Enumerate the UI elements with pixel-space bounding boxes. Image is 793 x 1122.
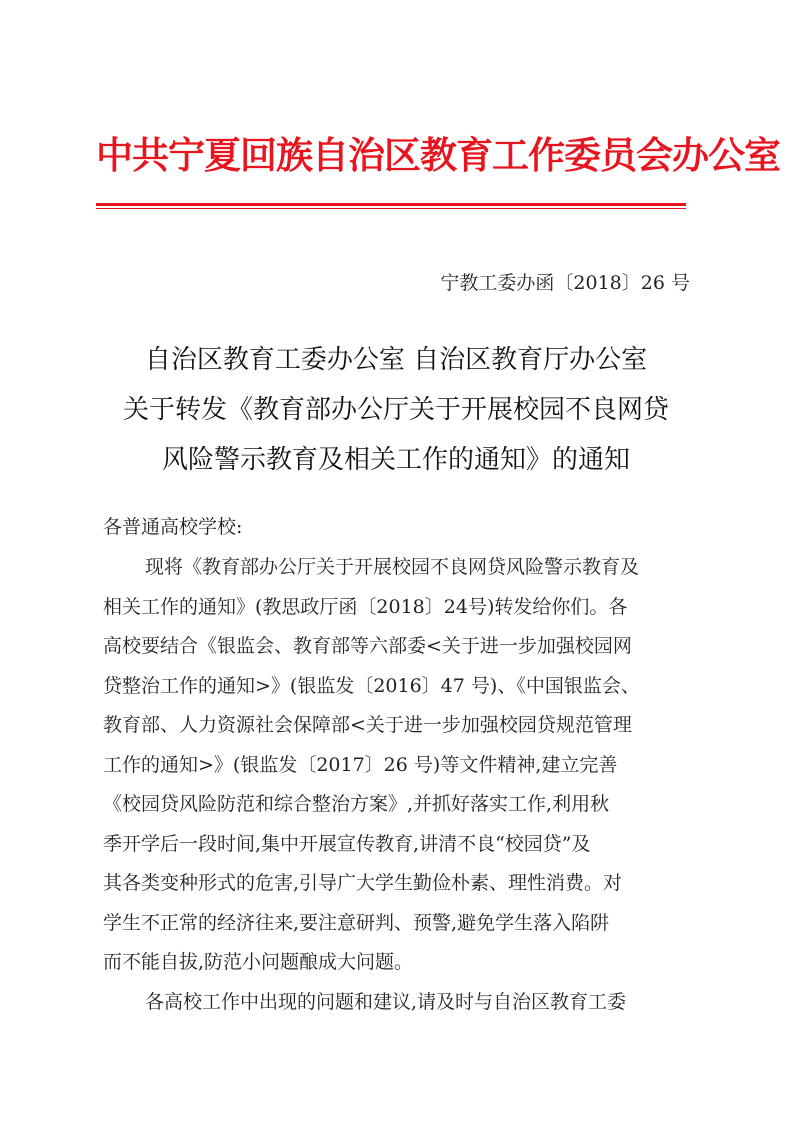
paragraph-1-line: 高校要结合《银监会、教育部等六部委<关于进一步加强校园网 <box>103 635 632 657</box>
paragraph-1-line: 《校园贷风险防范和综合整治方案》,并抓好落实工作,利用秋 <box>103 793 610 815</box>
paragraph-1-line: 其各类变种形式的危害,引导广大学生勤俭朴素、理性消费。对 <box>103 872 623 894</box>
document-title <box>96 335 696 485</box>
paragraph-1-line: 教育部、人力资源社会保障部<关于进一步加强校园贷规范管理 <box>103 714 632 736</box>
paragraph-1-line: 现将《教育部办公厅关于开展校园不良网贷风险警示教育及 <box>145 556 640 578</box>
header-red-rule-thin <box>96 208 686 209</box>
issuing-office-header: 中共宁夏回族自治区教育工作委员会办公室 <box>96 134 780 177</box>
paragraph-1-line: 工作的通知>》(银监发〔2017〕26 号)等文件精神,建立完善 <box>103 753 618 776</box>
title-line-3: 风险警示教育及相关工作的通知》的通知 <box>161 445 630 475</box>
title-line-2: 关于转发《教育部办公厅关于开展校园不良网贷 <box>122 395 669 425</box>
paragraph-1-line: 季开学后一段时间,集中开展宣传教育,讲清不良“校园贷”及 <box>103 832 591 855</box>
addressee: 各普通高校学校: <box>103 516 243 538</box>
header-red-rule-thick <box>96 203 686 206</box>
paragraph-1-line: 贷整治工作的通知>》(银监发〔2016〕47 号)、《中国银监会、 <box>103 674 640 697</box>
title-line-1: 自治区教育工委办公室 自治区教育厅办公室 <box>144 345 648 375</box>
paragraph-1-line: 相关工作的通知》(教思政厅函〔2018〕24号)转发给你们。各 <box>103 595 628 618</box>
paragraph-1-line: 学生不正常的经济往来,要注意研判、预警,避免学生落入陷阱 <box>103 911 610 934</box>
document-number: 宁教工委办函〔2018〕26 号 <box>440 272 690 294</box>
body-text <box>103 548 693 1022</box>
paragraph-1-line: 而不能自拔,防范小问题酿成大问题。 <box>103 951 414 973</box>
paragraph-2-line: 各高校工作中出现的问题和建议,请及时与自治区教育工委 <box>145 990 627 1013</box>
